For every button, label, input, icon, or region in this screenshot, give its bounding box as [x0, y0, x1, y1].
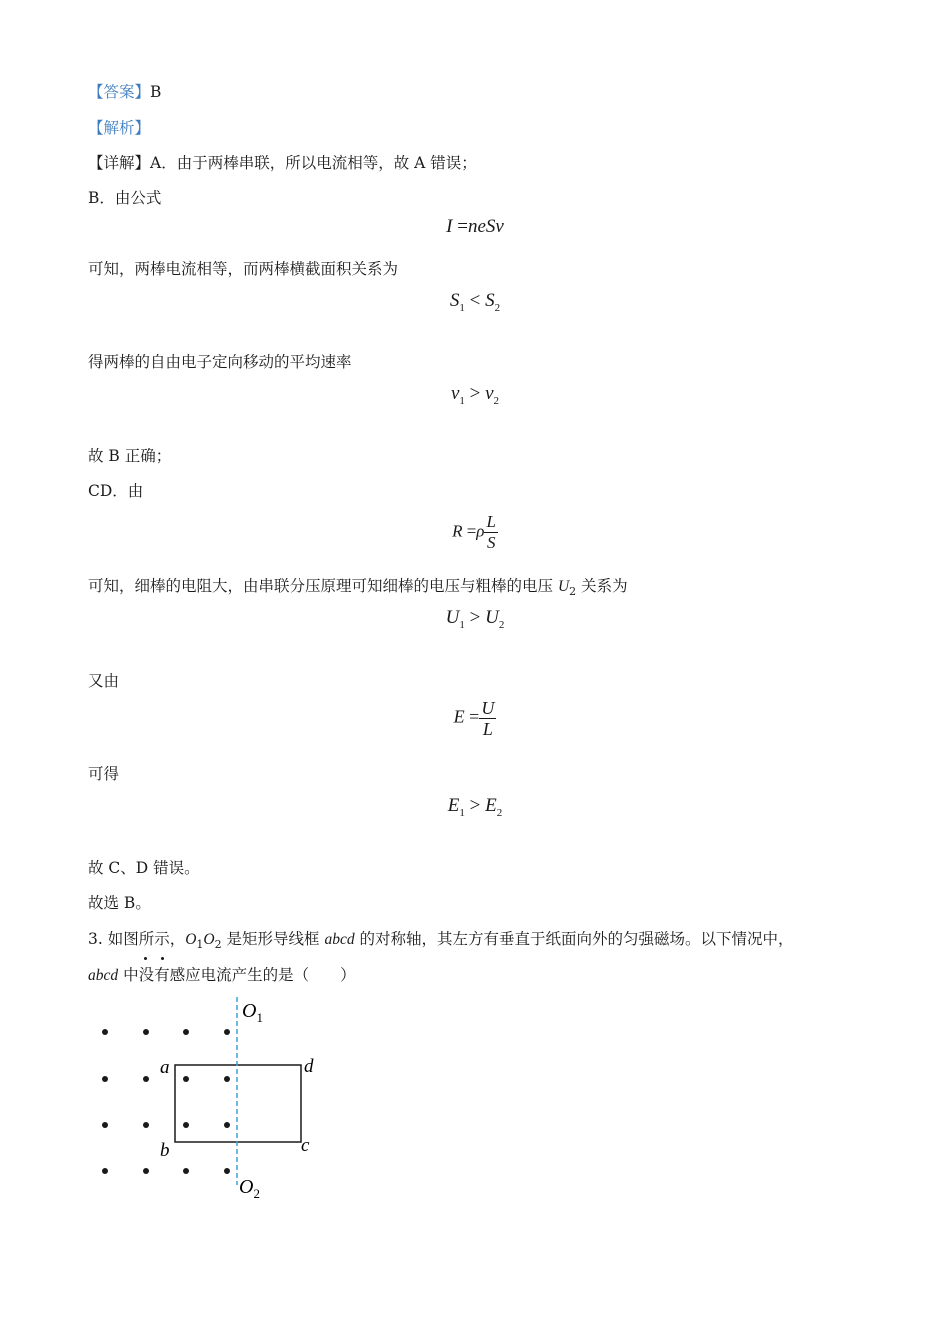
- label-o1: $O_1$: [242, 1000, 263, 1025]
- formula-resistance: R =ρ $\frac{L}{S}$: [452, 512, 496, 552]
- detail-bracket: 【详解】: [88, 154, 151, 172]
- wire-frame: [175, 1065, 301, 1142]
- emphasis-text: 没有: [138, 966, 170, 984]
- label-d: d: [304, 1056, 314, 1077]
- b-text1: 可知，两棒电流相等，而两棒横截面积关系为: [88, 260, 399, 278]
- cd-text1: 可知，细棒的电阻大，由串联分压原理可知细棒的电压与粗棒的电压 $U_2$ 关系为: [88, 577, 628, 599]
- detail-text: A．由于两棒串联，所以电流相等，故 A 错误；: [150, 154, 477, 172]
- analysis-bracket: 【解析】: [88, 119, 151, 137]
- b-text2: 得两棒的自由电子定向移动的平均速率: [88, 353, 352, 371]
- formula-field-compare: $E_1 > E_2$: [447, 795, 503, 819]
- emphasis-dot: [144, 957, 147, 960]
- answer-value: B: [150, 83, 162, 101]
- cd-text3: 可得: [88, 765, 120, 783]
- formula-current: I =neSv: [446, 216, 504, 237]
- final-answer: 故选 B。: [88, 894, 151, 912]
- emphasis-dot: [161, 957, 164, 960]
- b-intro: B．由公式: [88, 189, 162, 207]
- cd-intro: CD．由: [88, 482, 144, 500]
- answer-bracket: 【答案】: [88, 83, 151, 101]
- question-line-2: abcd 中没有感应电流产生的是（ ）: [88, 966, 356, 984]
- question-line-1: 3. 如图所示，$O_1O_2$ 是矩形导线框 abcd 的对称轴，其左方有垂直于纸面向外的匀强磁场。以下情况中，: [88, 930, 794, 952]
- magnetic-field-figure: [90, 995, 330, 1205]
- formula-field: E = $\frac{U}{L}$: [453, 698, 495, 739]
- label-a: a: [160, 1057, 170, 1078]
- cd-text2: 又由: [88, 672, 120, 690]
- formula-speed: $v_1 > v_2$: [450, 383, 500, 407]
- label-o2: $O_2$: [239, 1176, 260, 1201]
- label-c: c: [301, 1135, 310, 1156]
- label-b: b: [160, 1140, 170, 1161]
- cd-conclusion: 故 C、D 错误。: [88, 859, 200, 877]
- b-conclusion: 故 B 正确；: [88, 447, 172, 465]
- formula-voltage: $U_1 > U_2$: [445, 607, 505, 631]
- formula-area: $S_1 < S_2$: [449, 290, 501, 314]
- answer-line: [88, 80, 161, 102]
- detail-line: [88, 151, 477, 173]
